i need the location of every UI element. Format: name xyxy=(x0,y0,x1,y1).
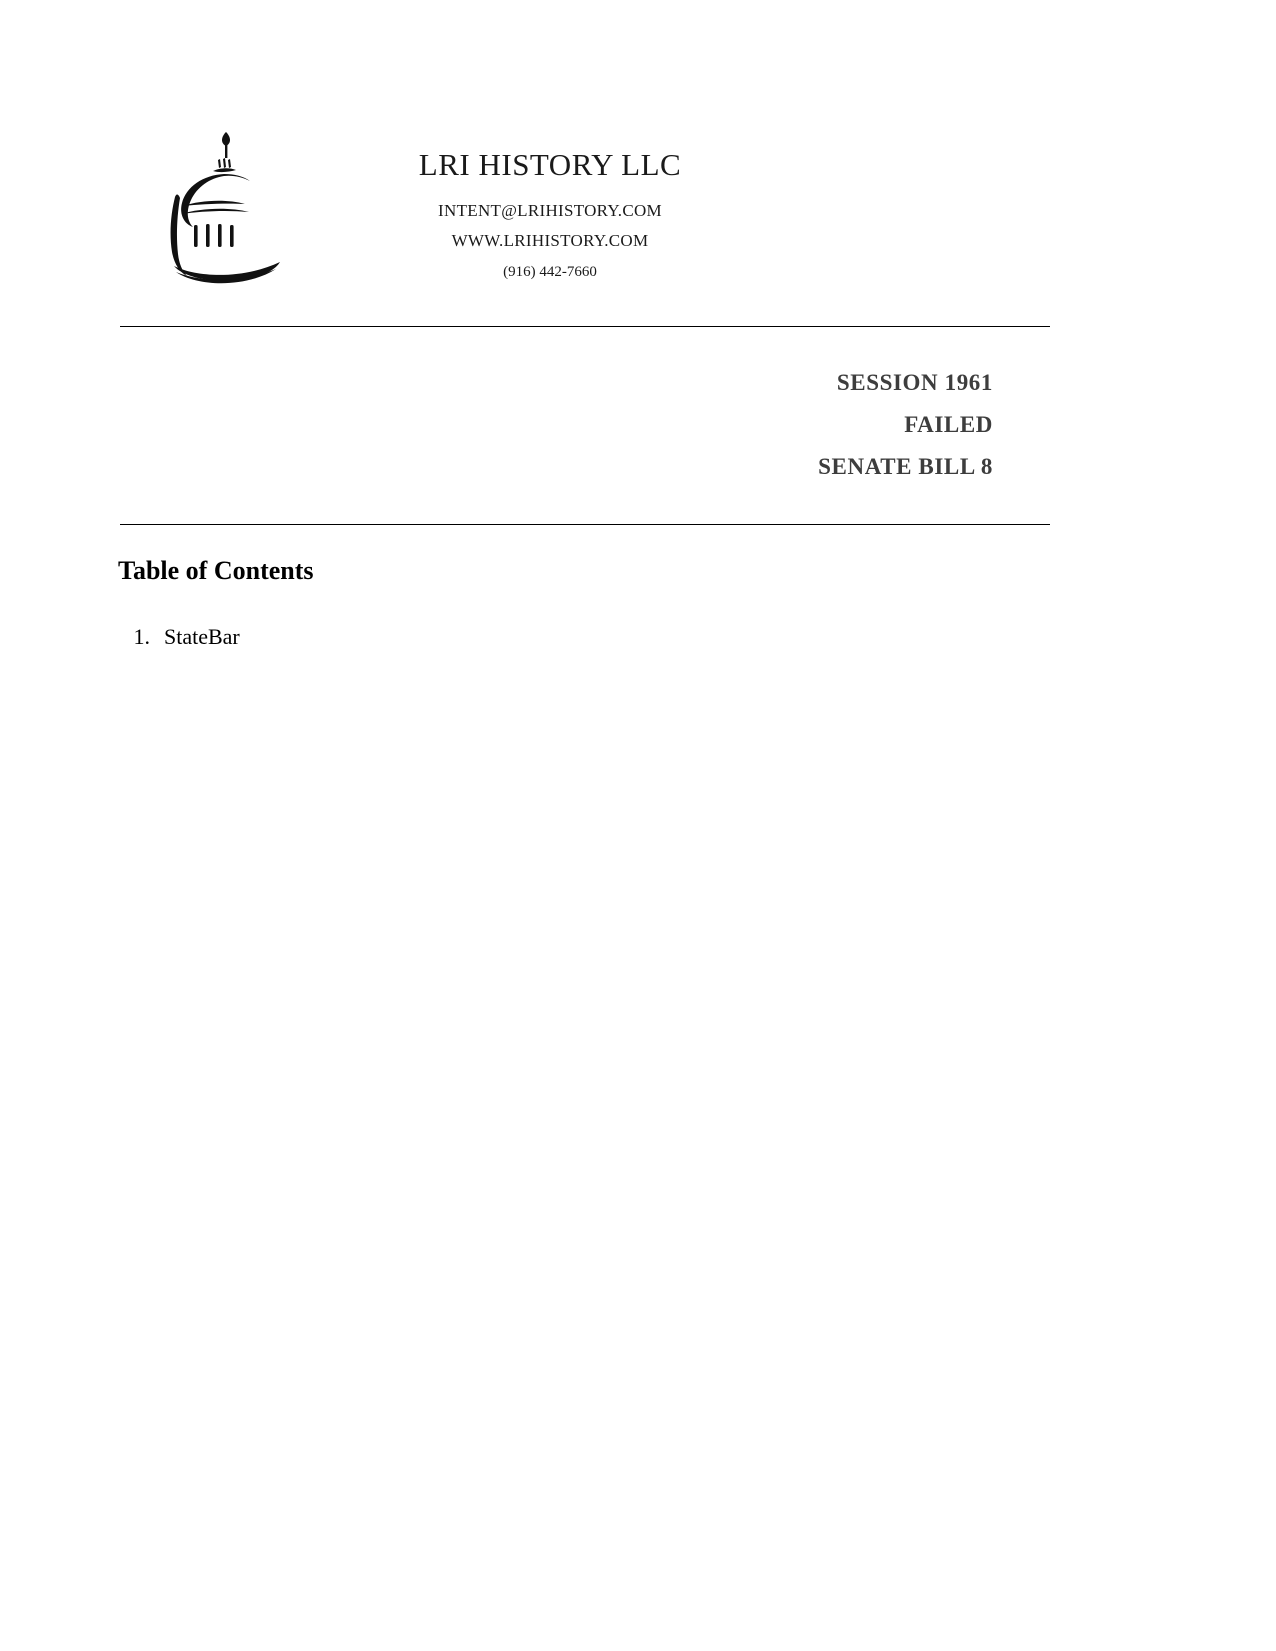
table-of-contents-list xyxy=(118,620,818,653)
list-item-number: 1. xyxy=(133,624,150,649)
company-email: INTENT@LRIHISTORY.COM xyxy=(438,201,662,221)
header-divider-top xyxy=(120,326,1050,327)
page-title: Table of Contents xyxy=(118,556,314,585)
company-website: WWW.LRIHISTORY.COM xyxy=(451,230,649,250)
list-item-label: StateBar xyxy=(164,624,240,649)
bill-heading xyxy=(120,362,993,488)
list-item[interactable] xyxy=(118,620,818,653)
header-divider-bottom xyxy=(120,524,1050,525)
bill-number-line: SENATE BILL 8 xyxy=(818,454,993,479)
company-name: LRI HISTORY LLC xyxy=(418,147,682,182)
capitol-dome-logo-icon xyxy=(150,126,290,291)
session-line: SESSION 1961 xyxy=(836,370,993,395)
letterhead xyxy=(120,118,1050,291)
contact-block xyxy=(320,118,780,286)
status-line: FAILED xyxy=(904,412,993,437)
company-phone: (916) 442-7660 xyxy=(503,263,597,280)
logo-wrap xyxy=(120,118,320,291)
